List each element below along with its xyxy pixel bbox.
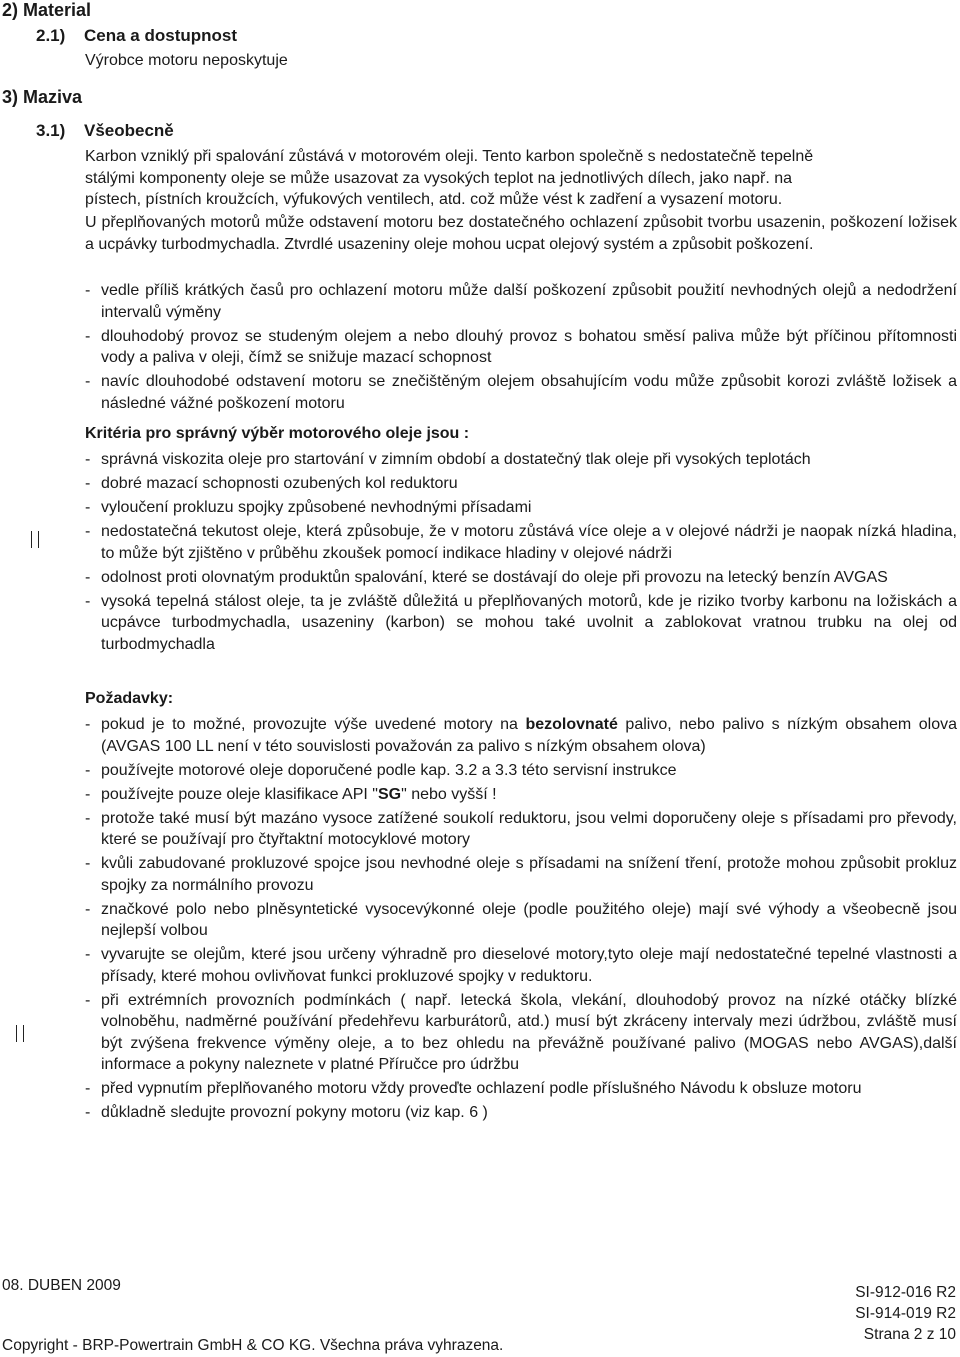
bullet-dash: - <box>85 523 91 540</box>
list-item-text: správná viskozita oleje pro startování v zimním období a dostatečný tlak oleje při vysokých teplotách <box>101 451 811 468</box>
list-item-text: vedle příliš krátkých časů pro ochlazení motoru může další poškození způsobit použití nevhodných olejů a nedodržení intervalů výměny <box>101 282 957 321</box>
revision-bar <box>38 531 39 548</box>
requirements-heading: Požadavky: <box>85 690 174 707</box>
list-item <box>85 280 957 323</box>
bullet-dash: - <box>85 568 91 586</box>
list-item-text: odolnost proti olovnatým produktůn spalování, které se dostávají do oleje při provozu na letecký benzín AVGAS <box>101 568 888 586</box>
list-item <box>85 567 957 589</box>
bullet-dash: - <box>85 1104 91 1121</box>
bullet-dash: - <box>85 282 91 299</box>
list-item-text: palivo, nebo palivo s nízkým obsahem olova (AVGAS 100 LL není v této souvislosti považován za palivo s nízkým obsahem olova) <box>101 716 958 755</box>
section-2-1-title: Cena a dostupnost <box>84 26 238 45</box>
bullet-dash: - <box>85 373 91 390</box>
section-3-title: 3) Maziva <box>2 87 83 107</box>
bullet-dash: - <box>85 946 91 963</box>
list-item <box>85 371 957 414</box>
bullet-dash: - <box>85 809 91 827</box>
list-item-text: nedostatečná tekutost oleje, která způsobuje, že v motoru zůstává více oleje a v olejové nádrži je naopak nízká hladina, to může být zjištěno v průběhu zkoušek pomocí indikace hladiny v olejové nádrži <box>101 523 957 562</box>
bullet-dash: - <box>85 785 91 803</box>
paragraph-line: stálými komponenty oleje se může usazovat za vysokých teplot na jednotlivých dílech, jako např. na <box>85 169 793 187</box>
bullet-dash: - <box>85 327 91 345</box>
footer-doc-number-912: SI-912-016 R2 <box>855 1284 956 1301</box>
list-item-text: " nebo vyšší ! <box>401 785 497 803</box>
list-item <box>85 944 957 987</box>
requirements-bullet-list <box>85 714 957 1126</box>
list-item <box>85 990 957 1076</box>
bullet-dash: - <box>85 592 91 610</box>
list-item-text: značkové polo nebo plněsyntetické vysocevýkonné oleje (podle použitého oleje) mají své výhody a všeobecně jsou nejlepší volbou <box>101 900 957 939</box>
bullet-dash: - <box>85 761 91 779</box>
paragraph-line: Karbon vzniklý při spalování zůstává v motorovém oleji. Tento karbon společně s nedostatečně tepelně <box>85 148 814 165</box>
list-item <box>85 899 957 942</box>
bullet-dash: - <box>85 900 91 918</box>
list-item-text: vysoká tepelná stálost oleje, ta je zvláště důležitá u přeplňovaných motorů, kde je riziko tvorby karbonu na ložiskách a ucpávce turbodmychadla, usazeniny (karbon) se mohou také uvolnit a zablokovat vratnou trubku na olej od turbodmychadla <box>101 592 957 653</box>
bullet-dash: - <box>85 855 91 872</box>
section-3-1-title: Všeobecně <box>84 121 174 140</box>
bullet-dash: - <box>85 475 91 492</box>
section-3-1-heading <box>36 121 174 141</box>
section-2-1-text: Výrobce motoru neposkytuje <box>85 52 288 69</box>
list-item <box>85 521 957 564</box>
list-item-text: důkladně sledujte provozní pokyny motoru (viz kap. 6 ) <box>101 1104 488 1121</box>
section-2-1-heading <box>36 26 237 46</box>
list-item <box>85 714 957 757</box>
bullet-dash: - <box>85 1080 91 1097</box>
list-item <box>85 853 957 896</box>
list-item-text: používejte pouze oleje klasifikace API " <box>101 785 378 803</box>
list-item <box>85 1078 957 1100</box>
section-2-title: 2) Material <box>2 0 92 20</box>
bullet-dash: - <box>85 991 91 1009</box>
criteria-bullet-list <box>85 449 957 658</box>
list-item <box>85 1102 957 1124</box>
list-item-text: navíc dlouhodobé odstavení motoru se znečištěným olejem obsahujícím vodu může způsobit korozi zvláště ložisek a následné vážné poškození motoru <box>101 373 957 412</box>
footer-date: 08. DUBEN 2009 <box>2 1277 121 1294</box>
list-item-text: dlouhodobý provoz se studeným olejem a nebo dlouhý provoz s bohatou směsí paliva může být příčinou přítomnosti vody a paliva v oleji, čímž se snižuje mazací schopnost <box>101 327 957 366</box>
api-class-emphasis: SG <box>377 785 402 803</box>
bullet-dash: - <box>85 716 91 733</box>
section-2-1-number: 2.1) <box>36 26 66 45</box>
general-paragraph-2: U přeplňovaných motorů může odstavení motoru bez dostatečného ochlazení způsobit tvorbu usazenin, poškození ložisek a ucpávky turbodmychadla. Ztvrdlé usazeniny oleje mohou ucpat olejový systém a způsobit poškození. <box>85 214 957 253</box>
criteria-heading: Kritéria pro správný výběr motorového oleje jsou : <box>85 425 470 442</box>
list-item-text: protože také musí být mazáno vysoce zatížené soukolí reduktoru, jsou velmi doporučeny oleje s přísadami pro převody, které se používají pro čtyřtaktní motocyklové motory <box>101 809 957 848</box>
list-item <box>85 473 957 495</box>
list-item-text: pokud je to možné, provozujte výše uvedené motory na <box>101 716 526 733</box>
list-item-text: při extrémních provozních podmínkách ( např. letecká škola, vlekání, dlouhodobý provoz na nízké otáčky blízké volnoběhu, nadměrné používání předehřevu karburátorů, atd.) musí být zkráceny intervaly mezi údržbou, zvláště musí být zvýšena frekvence výměny oleje, a to bez ohledu na převážně používané palivo (MOGAS nebo AVGAS),další informace a pokyny naleznete v platné Příručce pro údržbu <box>101 991 957 1073</box>
bullet-dash: - <box>85 451 91 468</box>
bullet-dash: - <box>85 499 91 516</box>
list-item <box>85 497 957 519</box>
paragraph-line: pístech, pístních kroužcích, výfukových ventilech, atd. což může vést k zadření a vysazení motoru. <box>85 191 783 208</box>
section-3-1-number: 3.1) <box>36 121 66 140</box>
list-item <box>85 591 957 656</box>
revision-bar <box>16 1025 17 1042</box>
list-item <box>85 326 957 369</box>
list-item-text: dobré mazací schopnosti ozubených kol reduktoru <box>101 475 458 492</box>
list-item-text: kvůli zabudované prokluzové spojce jsou nevhodné oleje s přísadami na snížení tření, protože mohou způsobit prokluz spojky za normálního provozu <box>101 855 957 894</box>
list-item <box>85 784 957 806</box>
footer-page-number: Strana 2 z 10 <box>863 1326 956 1343</box>
revision-bar <box>23 1025 24 1042</box>
list-item <box>85 808 957 851</box>
unleaded-emphasis: bezolovnaté <box>525 716 618 733</box>
list-item-text: vyloučení prokluzu spojky způsobené nevhodnými přísadami <box>101 499 532 516</box>
list-item-text: před vypnutím přeplňovaného motoru vždy proveďte ochlazení podle příslušného Návodu k obsluze motoru <box>101 1080 862 1097</box>
list-item <box>85 449 957 471</box>
general-bullet-list <box>85 280 957 417</box>
general-paragraph-1 <box>85 146 957 211</box>
footer-copyright: Copyright - BRP-Powertrain GmbH & CO KG. Všechna práva vyhrazena. <box>2 1337 504 1354</box>
list-item-text: vyvarujte se olejům, které jsou určeny výhradně pro dieselové motory,tyto oleje mají nedostatečné tepelné vlastnosti a přísady, které mohou ovlivňovat funkci prokluzové spojky v reduktoru. <box>101 946 957 985</box>
revision-bar <box>31 531 32 548</box>
list-item-text: používejte motorové oleje doporučené podle kap. 3.2 a 3.3 této servisní instrukce <box>101 761 677 779</box>
list-item <box>85 760 957 782</box>
footer-doc-number-914: SI-914-019 R2 <box>855 1305 956 1322</box>
